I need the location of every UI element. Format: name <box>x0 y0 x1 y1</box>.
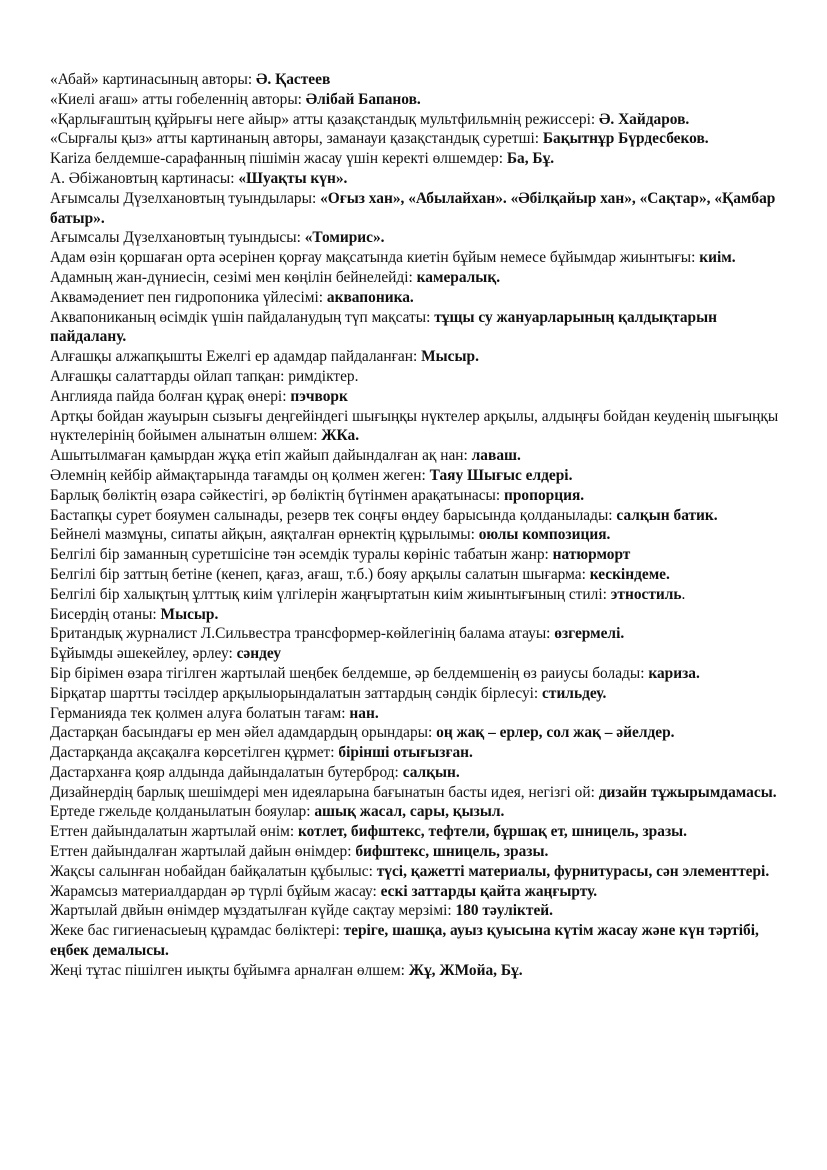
entry <box>50 565 780 585</box>
entry <box>50 723 780 743</box>
entry <box>50 228 780 248</box>
entry-question: Бейнелі мазмұны, сипаты айқын, аяқталған өрнектің құрылымы: <box>50 526 479 544</box>
entry-question: Жақсы салынған нобайдан байқалатын құбылыс: <box>50 862 377 880</box>
entry-answer: натюрморт <box>552 546 631 564</box>
entry-question: Жарамсыз материалдардан әр түрлі бұйым жасау: <box>50 882 381 900</box>
entry-answer: Жұ, ЖМойа, Бұ. <box>408 961 523 979</box>
entry <box>50 110 780 130</box>
entry-question: Ашытылмаған қамырдан жұқа етіп жайып дайындалған ақ нан: <box>50 447 472 465</box>
entry-question: Дизайнердің барлық шешімдері мен идеяларына бағынатын басты идея, негізгі ой: <box>50 783 599 801</box>
entry-question: «Қарлығаштың құйрығы неге айыр» атты қазақстандық мультфильмнің режиссері: <box>50 110 599 128</box>
entry-question: Германияда тек қолмен алуға болатын тағам: <box>50 704 350 722</box>
entry <box>50 506 780 526</box>
entry-answer: пропорция. <box>504 486 585 504</box>
entry-answer: тұщы су жануарларының қалдықтарын пайдалану. <box>50 308 717 346</box>
entry-answer: Ә. Қастеев <box>256 71 331 88</box>
entry <box>50 407 780 447</box>
entry-question: Белгілі бір халықтың ұлттық киім үлгілерін жаңғыртатын киім жиынтығының стилі: <box>50 585 611 603</box>
entry-answer: «Оғыз хан», «Абылайхан». «Әбілқайыр хан», «Сақтар», «Қамбар батыр». <box>50 189 776 227</box>
entry <box>50 743 780 763</box>
entry-answer: кескіндеме. <box>589 565 670 583</box>
entry-question: Әлемнің кейбір аймақтарында тағамды оң қолмен жеген: <box>50 466 430 484</box>
entry <box>50 763 780 783</box>
entry-answer: «Томирис». <box>304 229 385 247</box>
entry-answer: бифштекс, шницель, зразы. <box>355 843 549 861</box>
entry-answer: этностиль <box>610 585 682 603</box>
entry <box>50 664 780 684</box>
entry <box>50 248 780 268</box>
entry-answer: ашық жасал, сары, қызыл. <box>314 803 505 821</box>
entry-question: Бұйымды әшекейлеу, әрлеу: <box>50 645 237 663</box>
entry-answer: Ба, Бұ. <box>506 150 555 168</box>
entry-question: Дастарқан басындағы ер мен әйел адамдардың орындары: <box>50 724 437 742</box>
entry-question: Ағымсалы Дүзелхановтың туындылары: <box>50 189 321 207</box>
entry <box>50 525 780 545</box>
entry <box>50 288 780 308</box>
entry-answer: ЖКа. <box>321 427 360 445</box>
entry-question: «Сырғалы қыз» атты картинаның авторы, заманауи қазақстандық суретші: <box>50 130 543 148</box>
entry-question: Барлық бөліктің өзара сәйкестігі, әр бөліктің бүтінмен арақатынасы: <box>50 486 504 504</box>
entry <box>50 70 780 90</box>
entry-answer: кариза. <box>648 664 700 682</box>
entry <box>50 129 780 149</box>
entry-question: Ағымсалы Дүзелхановтың туындысы: <box>50 229 305 247</box>
entry-answer: котлет, бифштекс, тефтели, бұршақ ет, шницель, зразы. <box>298 823 687 841</box>
entry-answer: салқын. <box>402 763 460 781</box>
entry-question: Жеңі тұтас пішілген иықты бұйымға арналған өлшем: <box>50 961 409 979</box>
entry <box>50 268 780 288</box>
entry-answer: лаваш. <box>471 447 521 465</box>
entry <box>50 466 780 486</box>
entry-question: Белгілі бір заттың бетіне (кенеп, қағаз, ағаш, т.б.) бояу арқылы салатын шығарма: <box>50 565 590 583</box>
entry <box>50 486 780 506</box>
entry-question: Адамның жан-дүниесін, сезімі мен көңілін бейнелейді: <box>50 268 417 286</box>
entry-answer: Мысыр. <box>421 348 479 366</box>
entry <box>50 802 780 822</box>
entry <box>50 149 780 169</box>
entry-answer: стильдеу. <box>542 684 607 702</box>
entry <box>50 961 780 981</box>
entry-answer: салқын батик. <box>616 506 718 524</box>
entry-answer: Таяу Шығыс елдері. <box>429 466 573 484</box>
entry <box>50 901 780 921</box>
entry-answer: киім. <box>699 249 736 267</box>
entry-question: Бисердің отаны: <box>50 605 161 623</box>
entry-answer: 180 тәуліктей. <box>455 902 554 920</box>
entry-answer: оюлы композиция. <box>478 526 611 544</box>
entry-answer: ескі заттарды қайта жаңғырту. <box>380 882 598 900</box>
entry-tail: . <box>681 585 686 603</box>
entry-question: «Киелі ағаш» атты гобеленнің авторы: <box>50 90 306 108</box>
entry-question: «Абай» картинасының авторы: <box>50 71 256 88</box>
entry <box>50 644 780 664</box>
entry-question: Англияда пайда болған құрақ өнері: <box>50 387 291 405</box>
entry-question: Дастарқанда ақсақалға көрсетілген құрмет: <box>50 744 339 762</box>
entry <box>50 585 780 605</box>
entry-question: Бірқатар шартты тәсілдер арқылыорындалатын заттардың сәндік бірлесуі: <box>50 684 543 702</box>
entry <box>50 921 780 961</box>
entry-answer: Әлібай Бапанов. <box>305 90 421 108</box>
entry <box>50 624 780 644</box>
entry <box>50 189 780 229</box>
entry-question: Артқы бойдан жауырын сызығы деңгейіндегі шығыңқы нүктелер арқылы, алдыңғы бойдан кеуденің шығыңқы нүктелерінің бойымен алынатын өлшем: <box>50 407 779 445</box>
entry <box>50 367 780 387</box>
entry <box>50 387 780 407</box>
entry-question: А. Әбіжановтың картинасы: <box>50 169 239 187</box>
entry <box>50 605 780 625</box>
entry-answer: аквапоника. <box>326 288 414 306</box>
entry-answer: өзгермелі. <box>554 625 625 643</box>
entry-answer: дизайн тұжырымдамасы. <box>598 783 777 801</box>
entry <box>50 308 780 348</box>
entry-answer: оң жақ – ерлер, сол жақ – әйелдер. <box>436 724 675 742</box>
entry-question: Ертеде гжельде қолданылатын бояулар: <box>50 803 315 821</box>
entry-question: Еттен дайындалатын жартылай өнім: <box>50 823 298 841</box>
entry <box>50 169 780 189</box>
entry-question: Бастапқы сурет бояумен салынады, резерв тек соңғы өңдеу барысында қолданылады: <box>50 506 617 524</box>
entry-question: Британдық журналист Л.Сильвестра трансформер-көйлегінің балама атауы: <box>50 625 555 643</box>
entry <box>50 545 780 565</box>
entry-question: Kariza белдемше-сарафанның пішімін жасау үшін керекті өлшемдер: <box>50 150 507 168</box>
entry-answer: бірінші отығызған. <box>338 744 473 762</box>
entry-answer: пэчворк <box>290 387 348 405</box>
entry-answer: нан. <box>349 704 379 722</box>
entry-answer: Ә. Хайдаров. <box>599 110 690 128</box>
entry-question: Еттен дайындалған жартылай дайын өнімдер: <box>50 843 356 861</box>
entry <box>50 783 780 803</box>
entry-question: Жартылай двйын өнімдер мұздатылған күйде сақтау мерзімі: <box>50 902 456 920</box>
entry-answer: камералық. <box>416 268 501 286</box>
entry <box>50 684 780 704</box>
entry-question: Аквапониканың өсімдік үшін пайдаланудың түп мақсаты: <box>50 308 435 326</box>
entry-question: Аквамәдениет пен гидропоника үйлесімі: <box>50 288 327 306</box>
entry-answer: «Шуақты күн». <box>238 169 348 187</box>
entry-question: Алғашқы алжапқышты Ежелгі ер адамдар пайдаланған: <box>50 348 422 366</box>
entry <box>50 347 780 367</box>
entry <box>50 446 780 466</box>
entry <box>50 882 780 902</box>
entry-question: Адам өзін қоршаған орта әсерінен қорғау мақсатында киетін бұйым немесе бұйымдар жиынтығы: <box>50 249 700 267</box>
entry-question: Алғашқы салаттарды ойлап тапқан: римдіктер. <box>50 367 359 385</box>
document-page <box>50 70 780 981</box>
entry <box>50 90 780 110</box>
entry-answer: түсі, қажетті материалы, фурнитурасы, сән элементтері. <box>376 862 770 880</box>
entry <box>50 704 780 724</box>
entry-answer: сәндеу <box>236 645 282 663</box>
entry-answer: Мысыр. <box>160 605 219 623</box>
entry <box>50 822 780 842</box>
entry-answer: теріге, шашқа, ауыз қуысына күтім жасау және күн тәртібі, еңбек демалысы. <box>50 922 759 960</box>
entry <box>50 862 780 882</box>
entry-question: Дастарханға қояр алдында дайындалатын бутерброд: <box>50 763 403 781</box>
entry-answer: Бақытнұр Бүрдесбеков. <box>542 130 709 148</box>
entry <box>50 842 780 862</box>
entry-question: Белгілі бір заманның суретшісіне тән әсемдік туралы көрініс табатын жанр: <box>50 546 553 564</box>
entry-question: Жеке бас гигиенасыеың құрамдас бөліктері: <box>50 922 344 940</box>
entry-question: Бір бірімен өзара тігілген жартылай шеңбек белдемше, әр белдемшенің өз раиусы болады: <box>50 664 649 682</box>
